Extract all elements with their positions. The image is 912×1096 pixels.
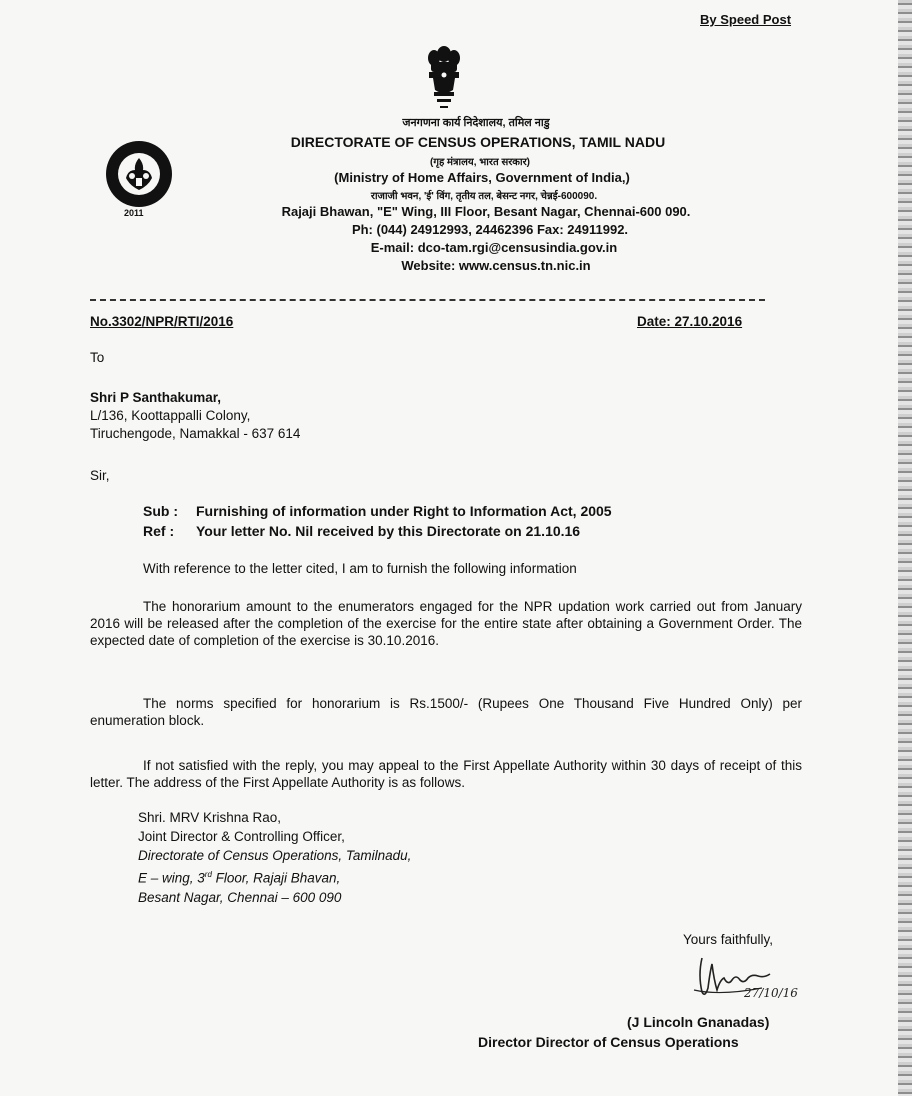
letter-date: Date: 27.10.2016 (637, 314, 743, 329)
census-2011-logo-icon (102, 140, 176, 210)
phone-fax: Ph: (044) 24912993, 24462396 Fax: 24911992. (351, 222, 629, 237)
speed-post-label: By Speed Post (700, 12, 792, 27)
org-name-hindi: जनगणना कार्य निदेशालय, तमिल नाडु (402, 117, 550, 129)
appellate-city: Besant Nagar, Chennai – 600 090 (138, 889, 342, 905)
appellate-authority-address (138, 808, 411, 907)
closing: Yours faithfully, (683, 932, 774, 947)
national-emblem-icon (425, 42, 463, 114)
subject-label: Sub : (143, 503, 178, 519)
to-label: To (90, 350, 105, 365)
appellate-wing-sup: rd (204, 870, 212, 879)
org-name: DIRECTORATE OF CENSUS OPERATIONS, TAMIL NADU (290, 134, 666, 150)
ministry: (Ministry of Home Affairs, Government of India,) (334, 170, 630, 185)
paragraph-appeal: If not satisfied with the reply, you may appeal to the First Appellate Authority within 30 days of receipt of this letter. The address of the First Appellate Authority is as follows. (90, 758, 802, 790)
reference-number: No.3302/NPR/RTI/2016 (90, 314, 234, 329)
email: E-mail: dco-tam.rgi@censusindia.gov.in (370, 240, 618, 255)
ministry-hindi: (गृह मंत्रालय, भारत सरकार) (429, 157, 530, 168)
signatory-title: Director Director of Census Operations (478, 1034, 739, 1050)
paragraph-honorarium-release: The honorarium amount to the enumerators engaged for the NPR updation work carried out from January 2016 will be released after the completion of the exercise for the entire state after obtaining a Government Order. The expected date of completion of the exercise is 30.10.2016. (90, 599, 802, 648)
signatory-name: (J Lincoln Gnanadas) (627, 1014, 770, 1030)
appellate-wing-suffix: Floor, Rajaji Bhavan, (211, 870, 341, 886)
salutation: Sir, (90, 468, 110, 483)
paragraph-honorarium-norms: The norms specified for honorarium is Rs.1500/- (Rupees One Thousand Five Hundred Only) per enumeration block. (90, 696, 802, 728)
office-address: Rajaji Bhawan, "E" Wing, III Floor, Besant Nagar, Chennai-600 090. (281, 204, 691, 219)
appellate-wing-prefix: E – wing, 3 (138, 870, 205, 886)
paragraph-intro: With reference to the letter cited, I am to furnish the following information (143, 561, 577, 576)
subject-text: Furnishing of information under Right to Information Act, 2005 (196, 503, 612, 519)
signature-date: 27/10/16 (744, 986, 798, 1000)
appellate-office: Directorate of Census Operations, Tamilnadu, (138, 848, 412, 863)
website: Website: www.census.tn.nic.in (401, 258, 591, 273)
recipient-name: Shri P Santhakumar, (90, 390, 222, 405)
census-logo-year: 2011 (124, 208, 144, 218)
appellate-wing (138, 865, 411, 888)
address-hindi: राजाजी भवन, 'ई' विंग, तृतीय तल, बेसन्ट नगर, चेन्नई-600090. (370, 191, 598, 202)
appellate-name: Shri. MRV Krishna Rao, (138, 810, 282, 825)
recipient-line: Tiruchengode, Namakkal - 637 614 (90, 426, 301, 441)
reference-text: Your letter No. Nil received by this Directorate on 21.10.16 (196, 523, 581, 539)
appellate-designation: Joint Director & Controlling Officer, (138, 829, 345, 844)
header-divider (90, 299, 765, 301)
recipient-address (90, 389, 300, 443)
recipient-line: L/136, Koottappalli Colony, (90, 408, 251, 423)
reference-label: Ref : (143, 523, 175, 539)
